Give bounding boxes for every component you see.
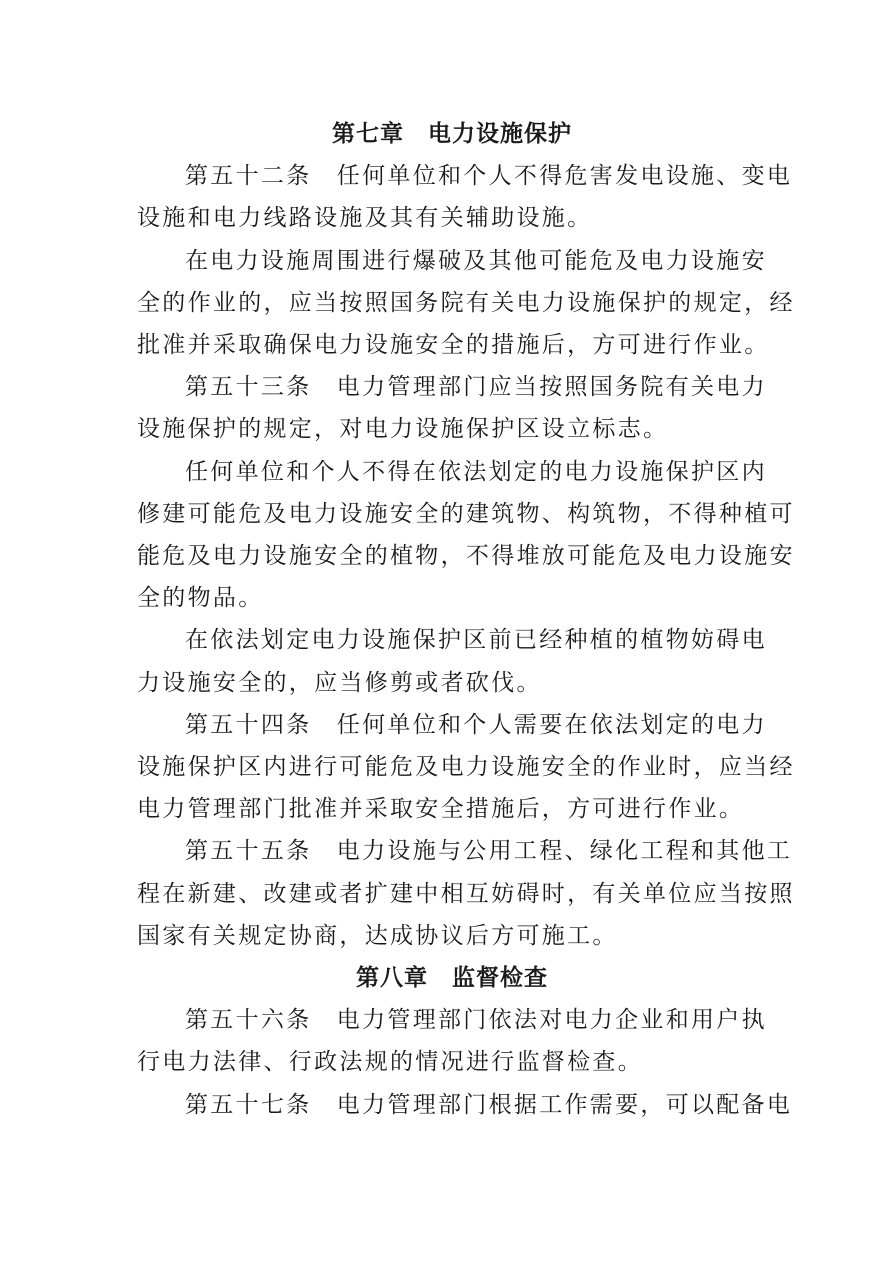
article-53-paragraph-2 [137, 451, 795, 620]
text-line: 设施保护区内进行可能危及电力设施安全的作业时，应当经 [137, 754, 795, 781]
article-57 [137, 1084, 793, 1126]
text-line: 程在新建、改建或者扩建中相互妨碍时，有关单位应当按照 [137, 880, 795, 907]
text-line: 第五十七条 电力管理部门根据工作需要，可以配备电 [185, 1091, 793, 1118]
text-line: 第五十二条 任何单位和个人不得危害发电设施、变电 [185, 163, 793, 190]
text-line: 全的作业的，应当按照国务院有关电力设施保护的规定，经 [137, 289, 795, 316]
chapter-7-title: 第七章 电力设施保护 [332, 121, 572, 147]
text-line: 在电力设施周围进行爆破及其他可能危及电力设施安 [185, 247, 767, 274]
text-line: 设施保护的规定，对电力设施保护区设立标志。 [137, 416, 669, 443]
text-line: 批准并采取确保电力设施安全的措施后，方可进行作业。 [137, 332, 770, 359]
text-line: 第五十六条 电力管理部门依法对电力企业和用户执 [185, 1007, 767, 1034]
text-line: 在依法划定电力设施保护区前已经种植的植物妨碍电 [185, 627, 767, 654]
text-line: 力设施安全的，应当修剪或者砍伐。 [137, 669, 542, 696]
article-53-paragraph-3 [137, 619, 767, 703]
text-line: 全的物品。 [137, 585, 264, 612]
text-line: 电力管理部门批准并采取安全措施后，方可进行作业。 [137, 796, 745, 823]
text-line: 设施和电力线路设施及其有关辅助设施。 [137, 205, 593, 232]
article-54 [137, 704, 795, 831]
article-52-paragraph-2 [137, 240, 795, 367]
text-line: 行电力法律、行政法规的情况进行监督检查。 [137, 1049, 643, 1076]
article-55 [137, 830, 795, 957]
text-line: 第五十五条 电力设施与公用工程、绿化工程和其他工 [185, 838, 793, 865]
text-line: 能危及电力设施安全的植物，不得堆放可能危及电力设施安 [137, 543, 795, 570]
text-line: 国家有关规定协商，达成协议后方可施工。 [137, 922, 618, 949]
text-line: 第五十三条 电力管理部门应当按照国务院有关电力 [185, 374, 767, 401]
chapter-8-title: 第八章 监督检查 [356, 965, 548, 992]
article-56 [137, 999, 767, 1083]
article-53 [137, 366, 767, 450]
document-body [137, 113, 795, 1126]
text-line: 修建可能危及电力设施安全的建筑物、构筑物，不得种植可 [137, 500, 795, 527]
article-52 [137, 155, 793, 239]
text-line: 任何单位和个人不得在依法划定的电力设施保护区内 [185, 458, 767, 485]
text-line: 第五十四条 任何单位和个人需要在依法划定的电力 [185, 711, 767, 738]
